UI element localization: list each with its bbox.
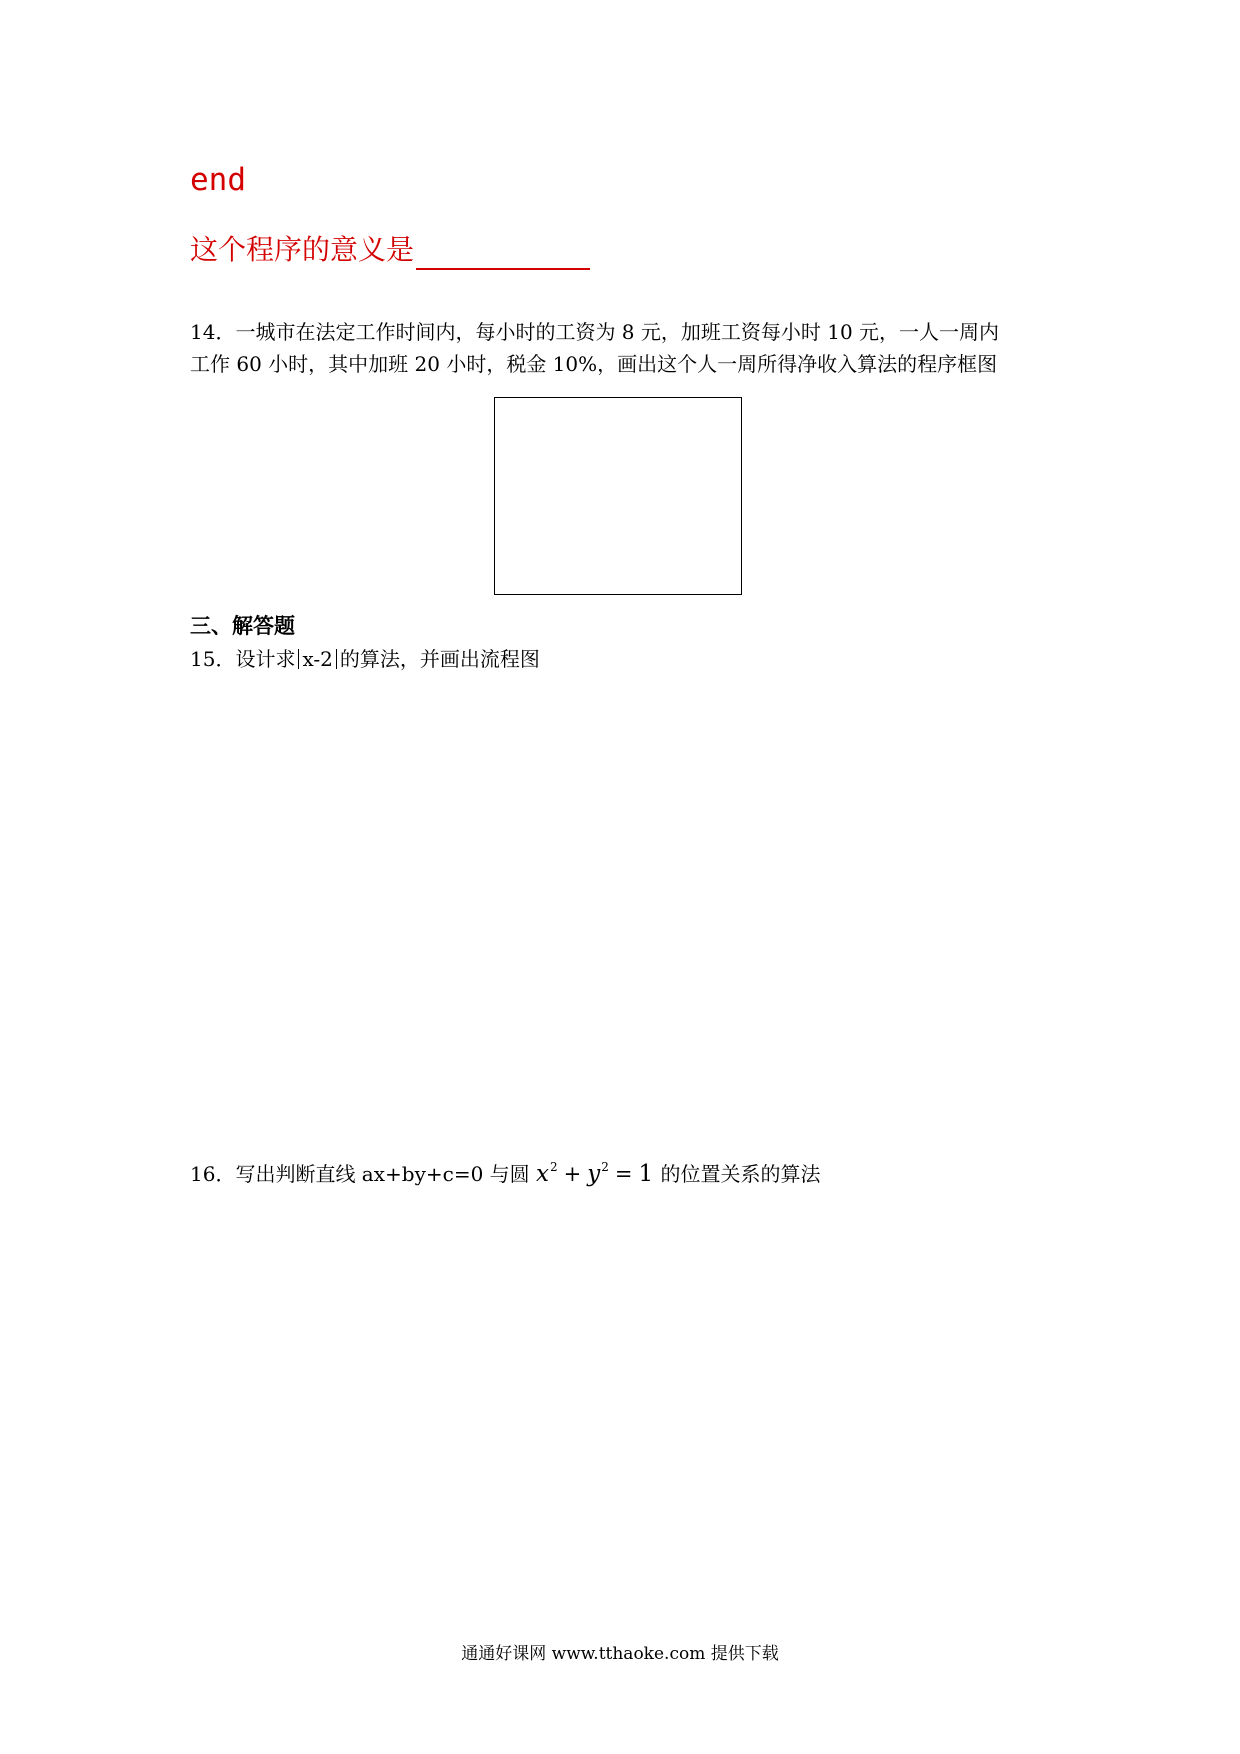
question-16 — [190, 1152, 820, 1189]
section-heading: 三、解答题 — [190, 614, 295, 638]
abs-left-bar — [298, 649, 299, 669]
math-plus: + — [563, 1162, 582, 1186]
question-15 — [190, 644, 540, 674]
program-meaning-label: 这个程序的意义是 — [190, 233, 415, 266]
question-14-line-1: 14．一城市在法定工作时间内，每小时的工资为 8 元，加班工资每小时 10 元，一人一周内 — [190, 320, 1000, 344]
question-15-expression: x-2 — [302, 647, 333, 671]
math-one: 1 — [638, 1161, 654, 1187]
question-15-suffix: 的算法，并画出流程图 — [339, 647, 540, 671]
flowchart-answer-box[interactable] — [494, 397, 742, 595]
math-equals: = — [614, 1162, 633, 1186]
math-x: x — [536, 1161, 550, 1187]
abs-right-bar — [336, 649, 337, 669]
question-16-prefix: 16．写出判断直线 ax+by+c=0 与圆 — [190, 1162, 530, 1186]
question-14-line-2: 工作 60 小时，其中加班 20 小时，税金 10%，画出这个人一周所得净收入算法的程序框图 — [190, 352, 998, 376]
circle-equation — [536, 1161, 660, 1187]
answer-blank[interactable] — [416, 240, 590, 270]
program-meaning-line — [190, 230, 590, 270]
question-16-suffix: 的位置关系的算法 — [660, 1162, 821, 1186]
math-x-exponent: 2 — [550, 1160, 558, 1174]
math-y-exponent: 2 — [601, 1160, 609, 1174]
page-footer: 通通好课网 www.tthaoke.com 提供下载 — [461, 1644, 779, 1664]
code-end-keyword: end — [190, 162, 246, 198]
question-15-prefix: 15．设计求 — [190, 647, 296, 671]
math-y: y — [587, 1161, 601, 1187]
